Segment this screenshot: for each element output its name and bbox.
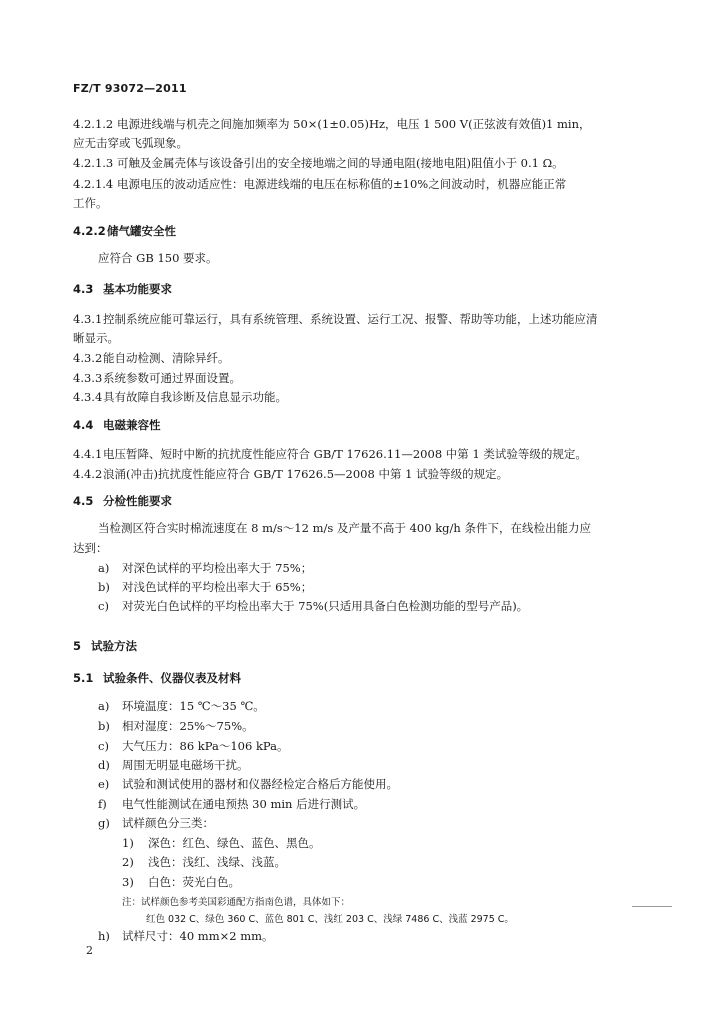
- clause-text: 能自动检测、清除异纤。: [103, 351, 230, 365]
- list-item: [98, 776, 398, 792]
- list-item: [98, 928, 274, 944]
- heading-4-3: [73, 281, 172, 297]
- list-text: 试样尺寸：40 mm×2 mm。: [122, 929, 274, 943]
- clause-text: 具有故障自我诊断及信息显示功能。: [103, 390, 287, 404]
- list-label: e): [98, 777, 110, 791]
- list-item: [98, 560, 312, 576]
- list-label: a): [98, 561, 110, 575]
- sub-list-text: 白色：荧光白色。: [148, 875, 240, 889]
- list-text: 对荧光白色试样的平均检出率大于 75%(只适用具备白色检测功能的型号产品)。: [122, 599, 529, 613]
- heading-title: 电磁兼容性: [103, 418, 161, 432]
- sub-list-label: 1): [122, 836, 134, 850]
- clause-number: 4.3.3: [73, 371, 103, 385]
- heading-title: 基本功能要求: [103, 282, 172, 296]
- sub-list-item: [122, 854, 286, 870]
- list-text: 试验和测试使用的器材和仪器经检定合格后方能使用。: [122, 777, 398, 791]
- clause-number: 4.3.4: [73, 390, 103, 404]
- clause-4-4-2: [73, 465, 639, 484]
- heading-number: 4.2.2: [73, 224, 106, 238]
- clause-number: 4.2.1.2: [73, 117, 114, 131]
- clause-number: 4.3.1: [73, 312, 103, 326]
- list-label: d): [98, 758, 110, 772]
- clause-4-5-intro: 当检测区符合实时棉流速度在 8 m/s～12 m/s 及产量不高于 400 kg/h 条件下，在线检出能力应: [98, 521, 591, 535]
- standard-code: FZ/T 93072—2011: [73, 82, 187, 95]
- heading-number: 4.5: [73, 494, 94, 508]
- clause-4-2-1-2: [73, 115, 639, 153]
- clause-4-3-4: [73, 388, 639, 407]
- list-label: f): [98, 797, 107, 811]
- list-item: [98, 718, 254, 734]
- clause-text: 浪涌(冲击)抗扰度性能应符合 GB/T 17626.5—2008 中第 1 试验等级的规定。: [103, 467, 509, 481]
- list-label: b): [98, 580, 110, 594]
- list-item: [98, 757, 249, 773]
- clause-number: 4.2.1.4: [73, 177, 114, 191]
- list-item: [98, 796, 365, 812]
- sub-list-text: 深色：红色、绿色、蓝色、黑色。: [148, 836, 321, 850]
- heading-number: 5.1: [73, 671, 94, 685]
- list-item: [98, 815, 214, 831]
- list-label: c): [98, 739, 109, 753]
- list-label: b): [98, 719, 110, 733]
- clause-4-3-3: [73, 369, 639, 388]
- heading-number: 4.3: [73, 282, 94, 296]
- list-text: 大气压力：86 kPa～106 kPa。: [122, 739, 289, 753]
- list-label: g): [98, 816, 110, 830]
- heading-4-5: [73, 493, 172, 509]
- list-label: a): [98, 699, 110, 713]
- note-line-1: 注：试样颜色参考美国彩通配方指南色谱，具体如下：: [122, 897, 351, 908]
- clause-text-cont: 应无击穿或飞弧现象。: [73, 136, 188, 150]
- clause-number: 4.2.1.3: [73, 156, 114, 170]
- list-text: 相对湿度：25%～75%。: [122, 719, 254, 733]
- list-text: 环境温度：15 ℃～35 ℃。: [122, 699, 265, 713]
- heading-number: 4.4: [73, 418, 94, 432]
- sub-list-item: [122, 835, 321, 851]
- sub-list-label: 2): [122, 855, 134, 869]
- list-text: 对浅色试样的平均检出率大于 65%；: [122, 580, 313, 594]
- list-text: 周围无明显电磁场干扰。: [122, 758, 249, 772]
- clause-text: 电源电压的波动适应性：电源进线端的电压在标称值的±10%之间波动时，机器应能正常: [117, 177, 567, 191]
- list-label: c): [98, 599, 109, 613]
- heading-title: 试验条件、仪器仪表及材料: [103, 671, 241, 685]
- heading-title: 试验方法: [91, 639, 137, 653]
- sub-list-text: 浅色：浅红、浅绿、浅蓝。: [148, 855, 286, 869]
- heading-4-2-2: [73, 223, 176, 239]
- clause-text: 可触及金属壳体与该设备引出的安全接地端之间的导通电阻(接地电阻)阻值小于 0.1 Ω。: [117, 156, 564, 170]
- note-line-2: 红色 032 C、绿色 360 C、蓝色 801 C、浅红 203 C、浅绿 7486 C、浅蓝 2975 C。: [146, 914, 514, 925]
- list-item: [98, 598, 528, 614]
- clause-4-2-1-4: [73, 175, 639, 213]
- list-label: h): [98, 929, 110, 943]
- page-number: 2: [86, 944, 93, 957]
- sub-list-label: 3): [122, 875, 134, 889]
- clause-number: 4.3.2: [73, 351, 103, 365]
- clause-4-3-2: [73, 349, 639, 368]
- clause-number: 4.4.2: [73, 467, 103, 481]
- heading-5-1: [73, 670, 241, 686]
- clause-4-2-2-text: 应符合 GB 150 要求。: [98, 251, 218, 265]
- clause-text: 电源进线端与机壳之间施加频率为 50×(1±0.05)Hz，电压 1 500 V(正弦波有效值)1 min，: [117, 117, 591, 131]
- heading-title: 储气罐安全性: [107, 224, 176, 238]
- clause-text: 系统参数可通过界面设置。: [103, 371, 241, 385]
- clause-4-2-1-3: [73, 154, 639, 173]
- heading-number: 5: [73, 639, 82, 653]
- list-item: [98, 698, 265, 714]
- heading-4-4: [73, 417, 161, 433]
- clause-text-cont: 晰显示。: [73, 331, 119, 345]
- clause-4-4-1: [73, 445, 639, 464]
- clause-4-5-intro-cont: 达到：: [73, 541, 108, 555]
- list-item: [98, 579, 312, 595]
- list-item: [98, 738, 289, 754]
- list-text: 对深色试样的平均检出率大于 75%；: [122, 561, 313, 575]
- clause-text: 电压暂降、短时中断的抗扰度性能应符合 GB/T 17626.11—2008 中第 1 类试验等级的规定。: [103, 447, 587, 461]
- clause-text: 控制系统应能可靠运行，具有系统管理、系统设置、运行工况、报警、帮助等功能，上述功能应清: [103, 312, 598, 326]
- scan-artifact: [632, 906, 672, 907]
- clause-number: 4.4.1: [73, 447, 103, 461]
- list-text: 试样颜色分三类：: [122, 816, 214, 830]
- list-text: 电气性能测试在通电预热 30 min 后进行测试。: [122, 797, 366, 811]
- clause-4-3-1: [73, 310, 639, 348]
- clause-text-cont: 工作。: [73, 196, 108, 210]
- heading-title: 分检性能要求: [103, 494, 172, 508]
- heading-5: [73, 638, 137, 654]
- sub-list-item: [122, 874, 240, 890]
